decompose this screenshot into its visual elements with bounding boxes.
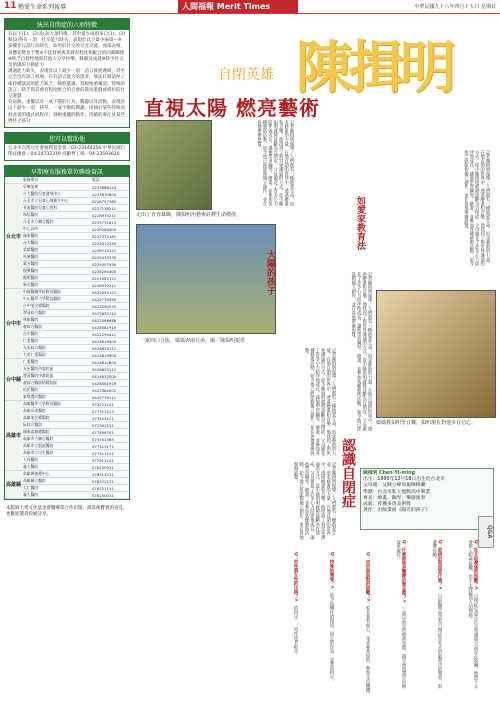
unit-name: 澄清醫院中港院區: [22, 373, 91, 380]
table-row: [5, 380, 129, 387]
unit-phone: 0227138211: [91, 205, 129, 212]
unit-phone: 0426581919: [91, 324, 129, 331]
table-row: [5, 352, 129, 359]
region-label: 台北市: [5, 184, 22, 289]
unit-phone: 077511131: [91, 450, 129, 457]
unit-name: 義大醫院: [22, 464, 91, 471]
profile-row: 父母親：父陳立峰母親陳梅蘭: [363, 483, 426, 489]
unit-name: 佑民醫院: [22, 387, 91, 394]
table-row: [5, 359, 129, 366]
table-row: [5, 443, 129, 450]
piano-photo: [376, 290, 496, 418]
unit-phone: 077513171: [91, 443, 129, 450]
column-title-sun-child: 大陽的孩子: [265, 250, 275, 295]
unit-phone: 0422052121: [91, 289, 129, 296]
table-row: [5, 275, 129, 282]
page-number: 11: [4, 1, 17, 11]
unit-name: 台北市立聯合醫院: [22, 219, 91, 226]
unit-name: 高雄長庚醫院: [22, 408, 91, 415]
portrait-photo: [136, 120, 212, 210]
article-body-3: 記者陳揖明報導／人們都有一種熱愛生命、追求藝術的力量，在他自閉的世界中，透過繪畫和音樂，他找到了與世界溝通的方式。從小陳揖明就被診斷為自閉症，父母親花了許多心力陪伴他成長，讓他學習鋼琴、繪畫，並參加各種藝術活動。如今他已經能夠獨立創作，並在各地舉辦展覽。: [350, 272, 372, 432]
unit-phone: 0228264400: [91, 226, 129, 233]
unit-phone: 072351131: [91, 422, 129, 429]
unit-name: 台中榮民總醫院: [22, 303, 91, 310]
unit-phone: 0228712121: [91, 247, 129, 254]
criteria-text-2: 溝通能力缺失，表現於以下最少一項：語言發展遲緩，甚至完全沒有語言發展；在有語言能力的患者，無法打開話匣子或持續談話的能力缺乏；陳腔濫調，刻板地重覆詞，特殊的語言；缺乏與其發育程度配合的自發的裝扮遊戲或模仿的社交遊戲: [8, 69, 125, 100]
unit-name: 高雄縣立醫院: [22, 478, 91, 485]
unit-phone: 0223312345: [91, 240, 129, 247]
qa-question: Q：社交和溝通的困難？: [473, 540, 478, 587]
unit-name: 童綜合醫院梧棲院區: [22, 380, 91, 387]
unit-name: 國軍高雄總醫院: [22, 429, 91, 436]
series-title: 熱愛生命系列報導: [18, 4, 67, 11]
unit-phone: 0426625111: [91, 345, 129, 352]
unit-phone: 0223970600: [91, 191, 129, 198]
photo-caption-1: 走出了青春暴躁，陳揖明用藝術詮釋生命價值。: [136, 212, 242, 218]
unit-name: 高雄市立民生醫院: [22, 450, 91, 457]
unit-name: 長庚醫院兒童心智科: [22, 205, 91, 212]
profile-row: 專長：繪畫、鋼琴、樂器演奏: [363, 495, 426, 501]
table-row: [5, 331, 129, 338]
unit-name: 和信醫院: [22, 212, 91, 219]
qa-question: Q：致病的原因是什麼？: [437, 540, 442, 587]
unit-name: 高雄縣復健中心: [22, 471, 91, 478]
table-row: [5, 268, 129, 275]
unit-name: 大同醫院: [22, 457, 91, 464]
table-row: [5, 261, 129, 268]
qa-title: Q&A: [478, 516, 494, 548]
unit-name: 陽明醫院: [22, 275, 91, 282]
region-label: 台中市: [5, 289, 22, 359]
unit-phone: 0228970211: [91, 212, 129, 219]
unit-name: 林新醫院: [22, 317, 91, 324]
services-table: [5, 177, 129, 499]
unit-name: 中心診所: [22, 226, 91, 233]
table-row: [5, 394, 129, 401]
unit-name: 榮總醫院: [22, 247, 91, 254]
unit-name: 國泰醫院: [22, 233, 91, 240]
table-row: [5, 191, 129, 198]
table-row: [5, 324, 129, 331]
unit-name: 中國醫藥學院附設醫院: [22, 289, 91, 296]
unit-name: 台大醫院: [22, 240, 91, 247]
table-row: [5, 492, 129, 499]
unit-phone: 0228332211: [91, 282, 129, 289]
photo-caption-2: 一家四口合影，媽媽與兩兄弟。圖／陳揖明提供: [140, 338, 246, 344]
criteria-text-1: 有以下(1)、(2)及(3)大項特徵，其中最少兩項來自(1)、(2)和(3)各有一項：社交能力缺失、表現於以下最少兩項—※多種非言語行爲缺失，如用於社交的目光交流、面部表情、身體姿勢及手勢※不能發展與其發育程度相配合的同輩關係※缺乏自發性地與其他人分享快樂、興趣及成就※缺少社交及情感的互動能力: [8, 32, 126, 69]
unit-phone: 0424632000: [91, 373, 129, 380]
unit-name: 澄清綜合醫院: [22, 310, 91, 317]
unit-phone: 0423592525: [91, 303, 129, 310]
issue-date: 中華民國九十六年四月十五日 星期日: [414, 4, 496, 10]
contact-box: [4, 132, 130, 161]
table-row: [5, 226, 129, 233]
table-row: [5, 387, 129, 394]
unit-name: 中山醫學大學附設醫院: [22, 296, 91, 303]
unit-phone: 0228264400: [91, 268, 129, 275]
unit-phone: 0422586688: [91, 317, 129, 324]
unit-name: 高雄市立凱旋醫院: [22, 443, 91, 450]
unit-phone: 0227082121: [91, 275, 129, 282]
newspaper-logo: 人間福報 Merit Times: [178, 0, 298, 13]
table-row: [5, 247, 129, 254]
table-row: [5, 345, 129, 352]
table-row: [5, 366, 129, 373]
table-row: [5, 457, 129, 464]
unit-name: 阮綜合醫院: [22, 422, 91, 429]
unit-phone: 0229307930: [91, 261, 129, 268]
article-body-1: 記者陳揖明報導／人們都有一種熱愛生命、追求藝術的力量，在他自閉的世界中，透過繪畫和音樂，他找到了與世界溝通的方式。從小陳揖明就被診斷為自閉症，父母親花了許多心力陪伴他成長，讓他學習鋼琴、繪畫，並參加各種藝術活動。如今他已經能夠獨立創作，並在各地舉辦展覽。: [463, 150, 490, 267]
table-row: [5, 436, 129, 443]
unit-phone: 0424819900: [91, 352, 129, 359]
unit-phone: 073422121: [91, 415, 129, 422]
unit-phone: 077317123: [91, 408, 129, 415]
unit-name: 大里仁愛醫院: [22, 352, 91, 359]
person-name-title: 陳揖明: [296, 35, 452, 101]
table-row: [5, 450, 129, 457]
qa-question: Q：男性與女性的比例？: [293, 552, 298, 599]
unit-phone: 073121101: [91, 401, 129, 408]
unit-phone: 0422294411: [91, 331, 129, 338]
article-body-2: 記者陳揖明報導／人們都有一種熱愛生命、追求藝術的力量，在他自閉的世界中，透過繪畫和音樂，他找到了與世界溝通的方式。從小陳揖明就被診斷為自閉症，父母親花了許多心力陪伴他成長，讓他學習鋼琴、繪畫，並參加各種藝術活動。如今他已經能夠獨立創作，並在各地舉辦展覽。: [256, 120, 294, 206]
unit-phone: 075552565: [91, 436, 129, 443]
unit-phone: 076222131: [91, 478, 129, 485]
profile-box: [360, 468, 494, 530]
column-title-home-education: 如愛家教育法: [355, 196, 365, 250]
table-row: [5, 373, 129, 380]
unit-phone: 0426625111: [91, 366, 129, 373]
unit-phone: 0424812600: [91, 359, 129, 366]
phone-header: 電話: [91, 177, 129, 184]
unit-phone: 0424739595: [91, 296, 129, 303]
profile-row: 學歷：台北市私立復興高中畢業: [363, 489, 431, 495]
unit-phone: 077496751: [91, 429, 129, 436]
qa-answer: A：給予結構化的環境，固定的作息，清楚的指示。: [329, 585, 334, 684]
unit-name: 台中醫院: [22, 331, 91, 338]
unit-phone: 076150011: [91, 464, 129, 471]
table-row: [5, 401, 129, 408]
table-row: [5, 254, 129, 261]
table-row: [5, 471, 129, 478]
unit-phone: 076514211: [91, 471, 129, 478]
unit-name: 大仁醫院: [22, 485, 91, 492]
table-row: [5, 240, 129, 247]
unit-name: 高雄醫學大學附設醫院: [22, 401, 91, 408]
table-row: [5, 310, 129, 317]
headline: 直視太陽 燃亮藝術: [144, 96, 320, 120]
unit-name: 高雄市立聯合醫院: [22, 436, 91, 443]
unit-name: 馬偕醫院: [22, 254, 91, 261]
qa-answer: A：目前醫學界認為自閉症是先天的腦部功能異常，與遺傳有關。: [431, 540, 442, 689]
profile-row: 著作：出版畫冊《陽光的孩子》: [363, 508, 431, 514]
qa-answer: A：家長要有耐心，尋求專業協助，參加支持團體。: [365, 598, 370, 697]
region-label: 台中縣: [5, 359, 22, 401]
profile-row: 出生：1990年12月18日出生於台北市: [363, 477, 445, 483]
profile-rows: [363, 477, 491, 514]
qa-answer: A：自閉症兒童在社交和溝通方面存在障礙，他們不太會與人眼神接觸，也不太理解別人的情緒。: [467, 540, 478, 689]
unit-phone: 0227372181: [91, 233, 129, 240]
unit-phone: 0426581919: [91, 380, 129, 387]
qa-question: Q：特殊的需要？: [329, 552, 334, 586]
unit-header: 服務單位: [22, 177, 91, 184]
unit-phone: 0424819900: [91, 338, 129, 345]
region-label: 高雄市: [5, 401, 22, 471]
qa-answer: A：約四比一，男性患者較多。: [293, 598, 298, 658]
table-row: [5, 303, 129, 310]
article-body-5: 記者陳揖明報導／人們都有一種熱愛生命、追求藝術的力量，在他自閉的世界中，透過繪畫和音樂，他找到了與世界溝通的方式。從小陳揖明就被診斷為自閉症，父母親花了許多心力陪伴他成長，讓他學習鋼琴、繪畫，並參加各種藝術活動。如今他已經能夠獨立創作，並在各地舉辦展覽。: [293, 462, 336, 540]
qa-question: Q：什麼時候是醫療的黃金期？: [401, 540, 406, 600]
table-row: [5, 464, 129, 471]
unit-phone: 0225771613: [91, 219, 129, 226]
region-label: 高雄縣: [5, 471, 22, 499]
table-row: [5, 198, 129, 205]
page-header: [0, 0, 500, 14]
unit-name: 童綜合醫院: [22, 324, 91, 331]
qa-item: [338, 552, 370, 702]
footer-note: 本版與大愛文化基金會醫療部合作出版，與其他寶貴的意見，也歡迎讀者投稿分享。: [6, 506, 128, 518]
table-row: [5, 422, 129, 429]
unit-phone: 0422632111: [91, 310, 129, 317]
table-row: [5, 317, 129, 324]
unit-name: 萬芳醫院: [22, 261, 91, 268]
criteria-box: [4, 18, 130, 128]
photo-caption-3: 媽媽教揖明學音樂，揖明現在對他多有信心。: [376, 420, 477, 426]
unit-phone: 0228757360: [91, 198, 129, 205]
contact-body: 台北市自閉兒社會福利基金會／02-23144256 中華民國自閉症總會／04-24732319 高齡夢工場／04-23593620: [8, 146, 126, 158]
table-row: [5, 212, 129, 219]
table-row: [5, 478, 129, 485]
services-table-title: 早期療育服務單位聯絡資訊: [5, 166, 129, 177]
qa-item: [410, 540, 442, 690]
unit-phone: 0425776111: [91, 394, 129, 401]
unit-phone: 076150011: [91, 492, 129, 499]
qa-answer: A：三歲以前是治療黃金期，越早發現越早治療效果越好。: [395, 540, 406, 689]
unit-name: 新光醫院: [22, 282, 91, 289]
unit-phone: 0423382001: [91, 387, 129, 394]
criteria-title: 統出自閉症的六項特徵: [5, 19, 129, 30]
unit-name: 仁愛醫院: [22, 338, 91, 345]
subtitle: 自閉英雄: [218, 67, 274, 83]
unit-phone: 076121111: [91, 485, 129, 492]
table-row: [5, 233, 129, 240]
services-table-box: [4, 165, 130, 500]
qa-item: [266, 552, 298, 702]
qa-item: [302, 552, 334, 702]
criteria-body: [5, 30, 129, 127]
profile-title: 陳揖明 Chen Yi-ming: [363, 471, 415, 476]
table-row: [5, 415, 129, 422]
unit-name: 仁愛醫院: [22, 359, 91, 366]
table-row: [5, 338, 129, 345]
table-row: [5, 429, 129, 436]
table-row: [5, 219, 129, 226]
table-row: [5, 282, 129, 289]
article-body-4: 記者陳揖明報導／人們都有一種熱愛生命、追求藝術的力量，在他自閉的世界中，透過繪畫和音樂，他找到了與世界溝通的方式。從小陳揖明就被診斷為自閉症，父母親花了許多心力陪伴他成長，讓他學習鋼琴、繪畫，並參加各種藝術活動。如今他已經能夠獨立創作，並在各地舉辦展覽。: [303, 348, 336, 456]
unit-name: 台北市立兒童心理衛生中心: [22, 198, 91, 205]
table-row: [5, 184, 129, 191]
profile-row: 成就：曾獲多項美術獎: [363, 502, 411, 508]
table-row: [5, 296, 129, 303]
table-row: [5, 485, 129, 492]
column-title-autism: 認識自閉症: [340, 438, 356, 508]
unit-phone: 0225433535: [91, 254, 129, 261]
criteria-text-3: 有局限、重覆以及一成不變的行為、興趣以及活動，表現於以下最少一項：狹窄、一成不變的興趣；固執於某些特殊而無意義的儀式或程序；刻板重覆的動作；持續的專注於某些物件之部分: [8, 100, 125, 124]
qa-item: [446, 540, 478, 690]
table-row: [5, 408, 129, 415]
unit-phone: 072911101: [91, 457, 129, 464]
left-column: [4, 18, 130, 698]
unit-name: 台大醫院兒童發展中心: [22, 191, 91, 198]
family-photo: [136, 224, 276, 334]
table-row: [5, 205, 129, 212]
unit-name: 早療協會: [22, 184, 91, 191]
unit-name: 光田綜合醫院: [22, 345, 91, 352]
qa-question: Q：如何與面對的困難？: [365, 552, 370, 599]
unit-name: 振興醫院: [22, 268, 91, 275]
table-row: [5, 289, 129, 296]
unit-name: 義大醫院: [22, 492, 91, 499]
contact-title: 您可以幫助他: [5, 133, 129, 144]
unit-name: 東勢農民醫院: [22, 394, 91, 401]
unit-phone: 0223866244: [91, 184, 129, 191]
unit-name: 光田醫院沙鹿院區: [22, 366, 91, 373]
qa-item: [374, 540, 406, 690]
unit-name: 高雄榮民總醫院: [22, 415, 91, 422]
